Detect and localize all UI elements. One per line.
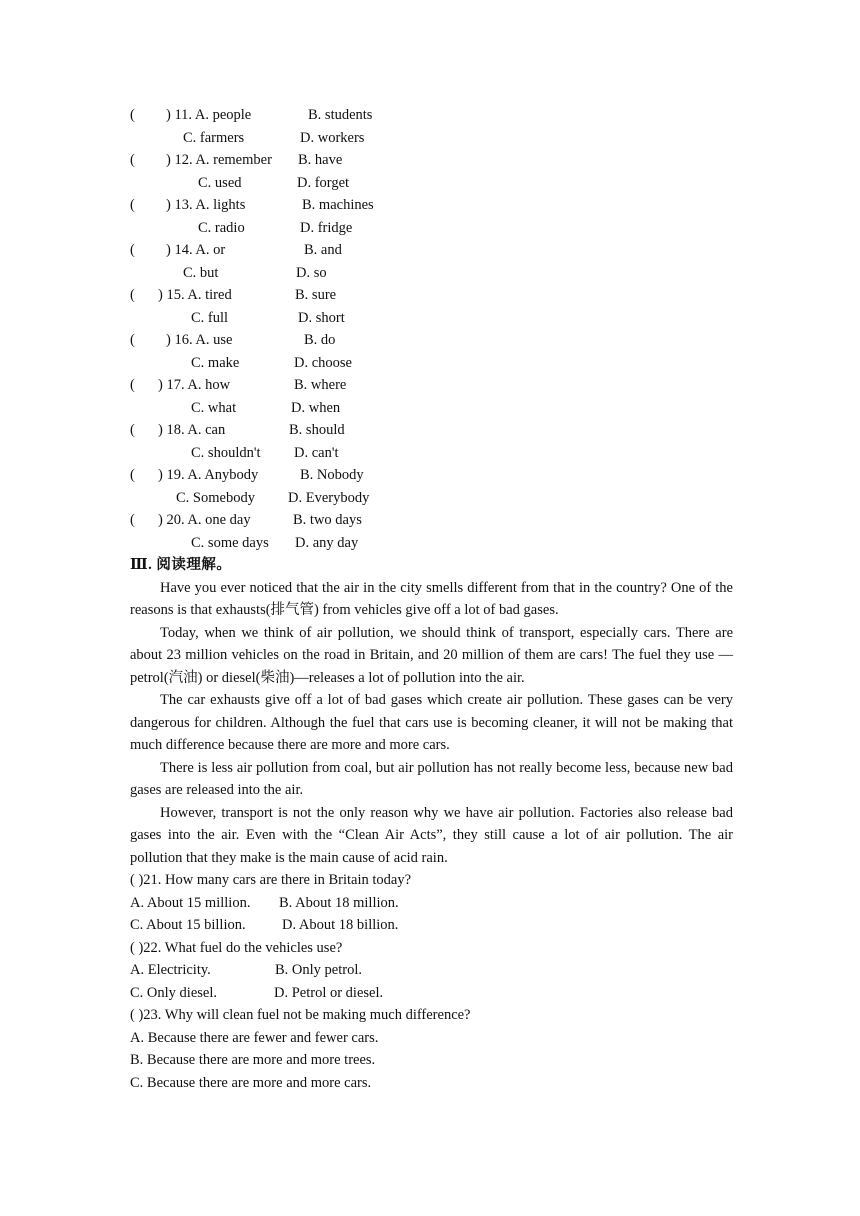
question-row — [130, 194, 733, 217]
option-d: D. so — [296, 264, 327, 281]
answer-option[interactable]: D. About 18 billion. — [282, 917, 399, 933]
question-number-option-a: ) 13. A. lights — [166, 197, 246, 213]
option-c: C. Somebody — [176, 489, 255, 506]
question-stem-text: ( )21. How many cars are there in Britain today? — [130, 872, 412, 888]
question-stem-text: ( )22. What fuel do the vehicles use? — [130, 939, 343, 956]
question-options-row — [130, 442, 733, 465]
passage-paragraph: Today, when we think of air pollution, we should think of transport, especially cars. There are about 23 million vehicles on the road in Britain, and 20 million of them are cars! The fuel they use —petrol(汽油) or diesel(柴油)—releases a lot of pollution into the air. — [130, 624, 733, 686]
worksheet-page — [130, 104, 733, 1094]
reading-option-row — [130, 914, 733, 937]
option-c: C. some days — [191, 534, 269, 551]
question-options-row — [130, 172, 733, 195]
question-options-row — [130, 487, 733, 510]
question-number-option-a: ) 12. A. remember — [166, 152, 272, 168]
question-row — [130, 149, 733, 172]
reading-option-row — [130, 1049, 733, 1072]
question-row — [130, 419, 733, 442]
answer-option[interactable]: A. Electricity. — [130, 962, 211, 978]
option-c: C. radio — [198, 219, 245, 236]
cloze-options-section — [130, 104, 733, 554]
reading-passage — [130, 577, 733, 870]
passage-paragraph: The car exhausts give off a lot of bad gases which create air pollution. These gases can be very dangerous for children. Although the fuel that cars use is becoming cleaner, it will not be making that much difference because there are more and more cars. — [130, 692, 733, 753]
option-d: D. can't — [294, 444, 339, 461]
question-row — [130, 509, 733, 532]
question-number-option-a: ) 20. A. one day — [158, 512, 251, 528]
option-b: B. have — [298, 152, 343, 168]
option-d: D. choose — [294, 354, 352, 371]
reading-question-stem — [130, 869, 733, 892]
option-c: C. but — [183, 264, 219, 281]
reading-option-row — [130, 982, 733, 1005]
section-heading: Ⅲ. 阅读理解。 — [130, 557, 232, 573]
answer-option[interactable]: C. About 15 billion. — [130, 917, 246, 933]
option-b: B. and — [304, 242, 342, 258]
answer-option[interactable]: B. Because there are more and more trees. — [130, 1052, 376, 1068]
answer-blank[interactable]: ( — [130, 422, 135, 438]
reading-option-row — [130, 959, 733, 982]
option-c: C. full — [191, 309, 229, 326]
option-d: D. forget — [297, 174, 350, 191]
question-options-row — [130, 397, 733, 420]
question-row — [130, 239, 733, 262]
option-c: C. what — [191, 399, 237, 416]
answer-option[interactable]: C. Because there are more and more cars. — [130, 1074, 372, 1091]
answer-option[interactable]: B. About 18 million. — [279, 894, 399, 911]
option-b: B. two days — [293, 512, 362, 528]
question-stem-text: ( )23. Why will clean fuel not be making much difference? — [130, 1007, 471, 1023]
question-row — [130, 104, 733, 127]
question-row — [130, 329, 733, 352]
answer-option[interactable]: C. Only diesel. — [130, 984, 217, 1001]
answer-blank[interactable]: ( — [130, 332, 135, 348]
question-options-row — [130, 217, 733, 240]
answer-blank[interactable]: ( — [130, 512, 135, 528]
question-number-option-a: ) 14. A. or — [166, 242, 226, 258]
answer-option[interactable]: A. About 15 million. — [130, 894, 251, 911]
question-row — [130, 284, 733, 307]
question-options-row — [130, 307, 733, 330]
option-c: C. shouldn't — [191, 444, 261, 461]
question-number-option-a: ) 11. A. people — [166, 107, 252, 123]
question-number-option-a: ) 15. A. tired — [158, 287, 232, 303]
answer-option[interactable]: A. Because there are fewer and fewer cars. — [130, 1029, 379, 1046]
option-d: D. short — [298, 309, 345, 326]
passage-paragraph: However, transport is not the only reason why we have air pollution. Factories also release bad gases into the air. Even with the “Clean Air Acts”, they still cause a lot of air pollution. The air pollution that they make is the main cause of acid rain. — [130, 804, 733, 866]
question-options-row — [130, 532, 733, 555]
option-b: B. where — [294, 377, 347, 393]
option-d: D. any day — [295, 534, 359, 551]
reading-option-row — [130, 892, 733, 915]
option-d: D. Everybody — [288, 489, 370, 506]
option-b: B. machines — [302, 197, 374, 213]
answer-blank[interactable]: ( — [130, 107, 135, 123]
option-c: C. farmers — [183, 129, 245, 146]
reading-option-row — [130, 1072, 733, 1095]
option-b: B. sure — [295, 287, 337, 303]
passage-paragraph: There is less air pollution from coal, but air pollution has not really become less, because new bad gases are released into the air. — [130, 759, 733, 798]
option-b: B. should — [289, 422, 345, 438]
question-number-option-a: ) 18. A. can — [158, 422, 226, 438]
option-d: D. workers — [300, 129, 365, 146]
option-c: C. used — [198, 174, 242, 191]
answer-blank[interactable]: ( — [130, 197, 135, 213]
option-b: B. students — [308, 107, 373, 123]
reading-question-stem — [130, 937, 733, 960]
answer-blank[interactable]: ( — [130, 242, 135, 258]
answer-blank[interactable]: ( — [130, 287, 135, 303]
question-options-row — [130, 352, 733, 375]
question-options-row — [130, 127, 733, 150]
reading-questions — [130, 869, 733, 1094]
answer-blank[interactable]: ( — [130, 467, 135, 483]
reading-option-row — [130, 1027, 733, 1050]
option-b: B. do — [304, 332, 336, 348]
question-number-option-a: ) 17. A. how — [158, 377, 231, 393]
question-options-row — [130, 262, 733, 285]
question-number-option-a: ) 19. A. Anybody — [158, 467, 259, 483]
question-number-option-a: ) 16. A. use — [166, 332, 233, 348]
answer-option[interactable]: D. Petrol or diesel. — [274, 984, 384, 1001]
option-d: D. fridge — [300, 219, 353, 236]
answer-blank[interactable]: ( — [130, 152, 135, 168]
passage-paragraph: Have you ever noticed that the air in the city smells different from that in the country? One of the reasons is that exhausts(排气管) from vehicles give off a lot of bad gases. — [130, 579, 733, 618]
answer-blank[interactable]: ( — [130, 377, 135, 393]
question-row — [130, 374, 733, 397]
option-c: C. make — [191, 354, 240, 371]
option-d: D. when — [291, 399, 341, 416]
question-row — [130, 464, 733, 487]
answer-option[interactable]: B. Only petrol. — [275, 962, 362, 978]
reading-question-stem — [130, 1004, 733, 1027]
option-b: B. Nobody — [300, 467, 364, 483]
